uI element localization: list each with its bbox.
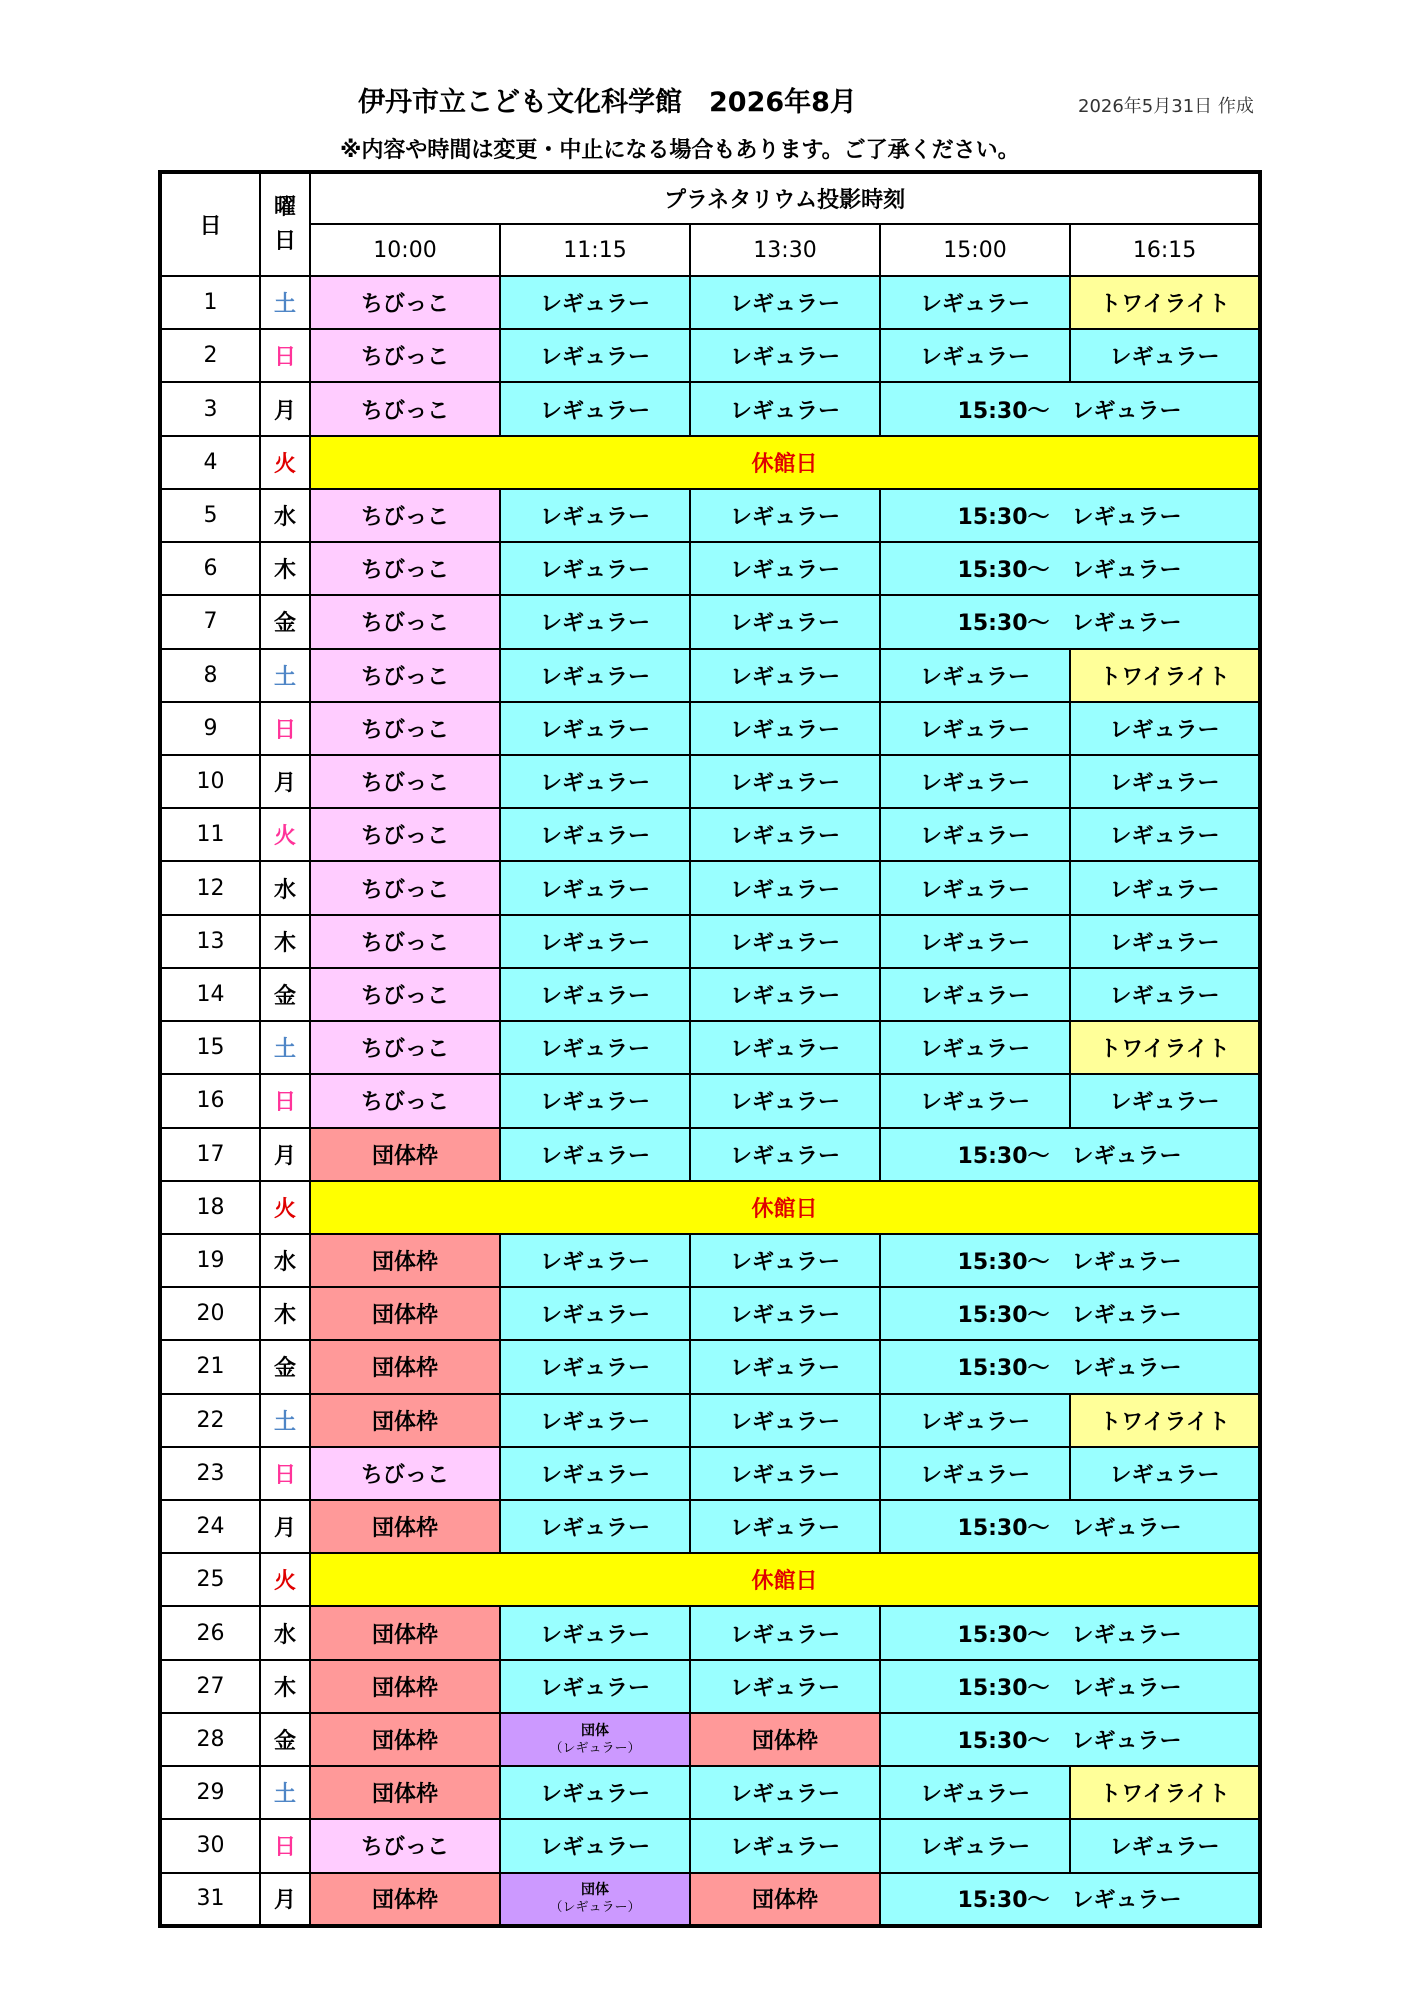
weekday-cell: 木 (260, 1660, 310, 1713)
slot-chib: ちびっこ (310, 276, 500, 329)
slot-dan: 団体枠 (310, 1766, 500, 1819)
slot-dan: 団体枠 (310, 1234, 500, 1287)
table-row (160, 595, 1260, 648)
slot-reg: レギュラー (690, 1819, 880, 1872)
slot-reg: レギュラー (500, 649, 690, 702)
day-cell: 28 (160, 1713, 260, 1766)
slot-dan: 団体枠 (310, 1660, 500, 1713)
slot-reg: レギュラー (500, 1287, 690, 1340)
afternoon-merged-slot: 15:30～ レギュラー (880, 1500, 1260, 1553)
closed-day-cell: 休館日 (310, 436, 1260, 489)
day-cell: 27 (160, 1660, 260, 1713)
table-row (160, 1340, 1260, 1393)
slot-dan: 団体枠 (310, 1287, 500, 1340)
slot-reg: レギュラー (880, 755, 1070, 808)
slot-reg: レギュラー (690, 489, 880, 542)
slot-reg: レギュラー (1070, 702, 1260, 755)
weekday-cell: 土 (260, 276, 310, 329)
slot-reg2 (500, 1873, 690, 1926)
slot-label-line1: 団体 (581, 1722, 609, 1739)
table-row (160, 702, 1260, 755)
table-row (160, 1234, 1260, 1287)
slot-reg: レギュラー (500, 1500, 690, 1553)
afternoon-merged-slot: 15:30～ レギュラー (880, 1713, 1260, 1766)
weekday-cell: 日 (260, 1447, 310, 1500)
table-row (160, 1447, 1260, 1500)
slot-reg: レギュラー (690, 755, 880, 808)
slot-reg: レギュラー (690, 1766, 880, 1819)
table-header (160, 172, 1260, 276)
afternoon-merged-slot: 15:30～ レギュラー (880, 1287, 1260, 1340)
slot-chib: ちびっこ (310, 1021, 500, 1074)
slot-reg: レギュラー (690, 1074, 880, 1127)
day-cell: 30 (160, 1819, 260, 1872)
day-column-header: 日 (160, 172, 260, 276)
weekday-cell: 金 (260, 1340, 310, 1393)
slot-reg: レギュラー (690, 1447, 880, 1500)
slot-dan: 団体枠 (310, 1500, 500, 1553)
day-cell: 10 (160, 755, 260, 808)
slot-reg: レギュラー (500, 1394, 690, 1447)
slot-chib: ちびっこ (310, 1819, 500, 1872)
day-cell: 7 (160, 595, 260, 648)
day-cell: 21 (160, 1340, 260, 1393)
slot-reg: レギュラー (690, 276, 880, 329)
weekday-cell: 水 (260, 1234, 310, 1287)
slot-chib: ちびっこ (310, 1447, 500, 1500)
slot-reg: レギュラー (1070, 1074, 1260, 1127)
page-title: 伊丹市立こども文化科学館 2026年8月 (358, 87, 857, 118)
table-row (160, 1021, 1260, 1074)
slot-dan: 団体枠 (310, 1713, 500, 1766)
table-row (160, 649, 1260, 702)
table-row (160, 1074, 1260, 1127)
slot-reg: レギュラー (500, 382, 690, 435)
slot-reg: レギュラー (690, 595, 880, 648)
weekday-cell: 土 (260, 1766, 310, 1819)
table-row (160, 1660, 1260, 1713)
slot-reg: レギュラー (500, 1021, 690, 1074)
weekday-cell: 金 (260, 968, 310, 1021)
slot-reg: レギュラー (880, 808, 1070, 861)
slot-reg: レギュラー (690, 1340, 880, 1393)
day-cell: 20 (160, 1287, 260, 1340)
day-cell: 5 (160, 489, 260, 542)
weekday-cell: 木 (260, 1287, 310, 1340)
table-row (160, 968, 1260, 1021)
day-cell: 9 (160, 702, 260, 755)
slot-reg: レギュラー (500, 1074, 690, 1127)
day-cell: 16 (160, 1074, 260, 1127)
slot-reg: レギュラー (500, 329, 690, 382)
day-cell: 18 (160, 1181, 260, 1234)
slot-reg: レギュラー (880, 968, 1070, 1021)
slot-chib: ちびっこ (310, 489, 500, 542)
slot-chib: ちびっこ (310, 702, 500, 755)
slot-reg: レギュラー (500, 1660, 690, 1713)
table-row (160, 915, 1260, 968)
slot-dan: 団体枠 (690, 1713, 880, 1766)
weekday-cell: 火 (260, 436, 310, 489)
slot-reg: レギュラー (500, 1340, 690, 1393)
slot-reg: レギュラー (880, 702, 1070, 755)
afternoon-merged-slot: 15:30～ レギュラー (880, 1606, 1260, 1659)
day-cell: 6 (160, 542, 260, 595)
weekday-cell: 土 (260, 1021, 310, 1074)
created-date: 2026年5月31日 作成 (1078, 96, 1254, 117)
slot-reg: レギュラー (500, 1606, 690, 1659)
table-row (160, 1713, 1260, 1766)
day-cell: 3 (160, 382, 260, 435)
table-row (160, 1873, 1260, 1926)
slot-reg: レギュラー (880, 329, 1070, 382)
slot-reg: レギュラー (1070, 1819, 1260, 1872)
slot-chib: ちびっこ (310, 329, 500, 382)
slot-reg: レギュラー (500, 968, 690, 1021)
slot-dan: 団体枠 (690, 1873, 880, 1926)
slot-reg: レギュラー (1070, 755, 1260, 808)
afternoon-merged-slot: 15:30～ レギュラー (880, 1128, 1260, 1181)
afternoon-merged-slot: 15:30～ レギュラー (880, 489, 1260, 542)
afternoon-merged-slot: 15:30～ レギュラー (880, 1340, 1260, 1393)
slot-reg: レギュラー (500, 276, 690, 329)
afternoon-merged-slot: 15:30～ レギュラー (880, 382, 1260, 435)
planetarium-group-header: プラネタリウム投影時刻 (310, 172, 1260, 224)
slot-reg: レギュラー (880, 861, 1070, 914)
weekday-cell: 水 (260, 489, 310, 542)
day-cell: 11 (160, 808, 260, 861)
slot-reg: レギュラー (880, 915, 1070, 968)
weekday-cell: 火 (260, 1181, 310, 1234)
table-row (160, 1553, 1260, 1606)
day-cell: 15 (160, 1021, 260, 1074)
slot-reg: レギュラー (500, 1128, 690, 1181)
time-header-row (160, 224, 1260, 276)
weekday-cell: 土 (260, 1394, 310, 1447)
schedule-body (160, 276, 1260, 1926)
day-cell: 19 (160, 1234, 260, 1287)
table-row (160, 1606, 1260, 1659)
slot-chib: ちびっこ (310, 595, 500, 648)
closed-day-cell: 休館日 (310, 1553, 1260, 1606)
slot-reg: レギュラー (880, 1819, 1070, 1872)
slot-reg: レギュラー (880, 1766, 1070, 1819)
slot-dan: 団体枠 (310, 1340, 500, 1393)
weekday-cell: 日 (260, 702, 310, 755)
weekday-cell: 月 (260, 1128, 310, 1181)
slot-reg: レギュラー (690, 542, 880, 595)
time-header-1330: 13:30 (690, 224, 880, 276)
table-row (160, 1181, 1260, 1234)
slot-reg: レギュラー (690, 861, 880, 914)
slot-reg: レギュラー (500, 1234, 690, 1287)
slot-label-line2: （レギュラー） (549, 1899, 641, 1915)
day-cell: 22 (160, 1394, 260, 1447)
schedule-table (158, 170, 1262, 1928)
slot-reg: レギュラー (690, 1234, 880, 1287)
slot-reg: レギュラー (500, 489, 690, 542)
slot-reg: レギュラー (1070, 968, 1260, 1021)
slot-dan: 団体枠 (310, 1873, 500, 1926)
slot-reg: レギュラー (500, 1447, 690, 1500)
time-header-1115: 11:15 (500, 224, 690, 276)
weekday-cell: 土 (260, 649, 310, 702)
slot-reg: レギュラー (690, 1606, 880, 1659)
slot-twi: トワイライト (1070, 1766, 1260, 1819)
slot-dan: 団体枠 (310, 1128, 500, 1181)
slot-chib: ちびっこ (310, 915, 500, 968)
slot-twi: トワイライト (1070, 276, 1260, 329)
slot-reg: レギュラー (690, 649, 880, 702)
slot-reg: レギュラー (500, 542, 690, 595)
slot-chib: ちびっこ (310, 808, 500, 861)
slot-reg: レギュラー (690, 1021, 880, 1074)
slot-reg: レギュラー (690, 702, 880, 755)
table-row (160, 755, 1260, 808)
table-row (160, 861, 1260, 914)
slot-dan: 団体枠 (310, 1606, 500, 1659)
weekday-cell: 金 (260, 595, 310, 648)
afternoon-merged-slot: 15:30～ レギュラー (880, 1660, 1260, 1713)
table-row (160, 1500, 1260, 1553)
table-row (160, 436, 1260, 489)
weekday-cell: 月 (260, 755, 310, 808)
day-cell: 1 (160, 276, 260, 329)
day-cell: 23 (160, 1447, 260, 1500)
slot-reg: レギュラー (690, 808, 880, 861)
table-row (160, 1819, 1260, 1872)
day-cell: 25 (160, 1553, 260, 1606)
slot-chib: ちびっこ (310, 1074, 500, 1127)
slot-reg: レギュラー (880, 1447, 1070, 1500)
day-cell: 26 (160, 1606, 260, 1659)
day-cell: 8 (160, 649, 260, 702)
slot-reg2 (500, 1713, 690, 1766)
slot-reg: レギュラー (500, 702, 690, 755)
weekday-cell: 木 (260, 542, 310, 595)
day-cell: 31 (160, 1873, 260, 1926)
slot-reg: レギュラー (500, 595, 690, 648)
weekday-cell: 水 (260, 861, 310, 914)
weekday-column-header: 曜 日 (260, 172, 310, 276)
weekday-cell: 月 (260, 382, 310, 435)
slot-reg: レギュラー (690, 1660, 880, 1713)
weekday-cell: 火 (260, 808, 310, 861)
table-row (160, 542, 1260, 595)
table-row (160, 1287, 1260, 1340)
slot-reg: レギュラー (500, 861, 690, 914)
slot-chib: ちびっこ (310, 968, 500, 1021)
table-row (160, 808, 1260, 861)
slot-reg: レギュラー (1070, 915, 1260, 968)
slot-reg: レギュラー (690, 915, 880, 968)
slot-reg: レギュラー (500, 915, 690, 968)
day-cell: 29 (160, 1766, 260, 1819)
slot-chib: ちびっこ (310, 755, 500, 808)
time-header-1000: 10:00 (310, 224, 500, 276)
slot-chib: ちびっこ (310, 542, 500, 595)
slot-reg: レギュラー (880, 1021, 1070, 1074)
afternoon-merged-slot: 15:30～ レギュラー (880, 1873, 1260, 1926)
slot-chib: ちびっこ (310, 382, 500, 435)
slot-reg: レギュラー (500, 1766, 690, 1819)
afternoon-merged-slot: 15:30～ レギュラー (880, 595, 1260, 648)
weekday-cell: 水 (260, 1606, 310, 1659)
slot-reg: レギュラー (880, 276, 1070, 329)
slot-reg: レギュラー (880, 1394, 1070, 1447)
time-header-1615: 16:15 (1070, 224, 1260, 276)
day-cell: 12 (160, 861, 260, 914)
weekday-cell: 金 (260, 1713, 310, 1766)
table-row (160, 329, 1260, 382)
slot-chib: ちびっこ (310, 861, 500, 914)
day-cell: 13 (160, 915, 260, 968)
table-row (160, 1394, 1260, 1447)
slot-twi: トワイライト (1070, 649, 1260, 702)
day-cell: 17 (160, 1128, 260, 1181)
slot-reg: レギュラー (690, 1500, 880, 1553)
notice-text: ※内容や時間は変更・中止になる場合もあります。ご了承ください。 (340, 138, 1020, 163)
afternoon-merged-slot: 15:30～ レギュラー (880, 1234, 1260, 1287)
slot-twi: トワイライト (1070, 1394, 1260, 1447)
slot-reg: レギュラー (690, 968, 880, 1021)
table-row (160, 489, 1260, 542)
time-header-1500: 15:00 (880, 224, 1070, 276)
slot-reg: レギュラー (690, 382, 880, 435)
weekday-cell: 日 (260, 329, 310, 382)
slot-label-line2: （レギュラー） (549, 1740, 641, 1756)
day-cell: 14 (160, 968, 260, 1021)
afternoon-merged-slot: 15:30～ レギュラー (880, 542, 1260, 595)
slot-reg: レギュラー (690, 1287, 880, 1340)
slot-reg: レギュラー (1070, 329, 1260, 382)
slot-reg: レギュラー (500, 755, 690, 808)
table-row (160, 1128, 1260, 1181)
slot-reg: レギュラー (690, 1128, 880, 1181)
slot-chib: ちびっこ (310, 649, 500, 702)
slot-reg: レギュラー (690, 1394, 880, 1447)
day-cell: 4 (160, 436, 260, 489)
table-row (160, 1766, 1260, 1819)
slot-reg: レギュラー (1070, 1447, 1260, 1500)
closed-day-cell: 休館日 (310, 1181, 1260, 1234)
weekday-cell: 木 (260, 915, 310, 968)
day-cell: 24 (160, 1500, 260, 1553)
slot-reg: レギュラー (1070, 808, 1260, 861)
weekday-cell: 日 (260, 1819, 310, 1872)
slot-reg: レギュラー (880, 649, 1070, 702)
weekday-cell: 火 (260, 1553, 310, 1606)
slot-reg: レギュラー (500, 808, 690, 861)
weekday-cell: 月 (260, 1500, 310, 1553)
slot-reg: レギュラー (880, 1074, 1070, 1127)
slot-label-line1: 団体 (581, 1881, 609, 1898)
day-cell: 2 (160, 329, 260, 382)
table-row (160, 276, 1260, 329)
slot-reg: レギュラー (690, 329, 880, 382)
slot-dan: 団体枠 (310, 1394, 500, 1447)
weekday-cell: 日 (260, 1074, 310, 1127)
table-row (160, 382, 1260, 435)
slot-twi: トワイライト (1070, 1021, 1260, 1074)
slot-reg: レギュラー (500, 1819, 690, 1872)
slot-reg: レギュラー (1070, 861, 1260, 914)
weekday-cell: 月 (260, 1873, 310, 1926)
